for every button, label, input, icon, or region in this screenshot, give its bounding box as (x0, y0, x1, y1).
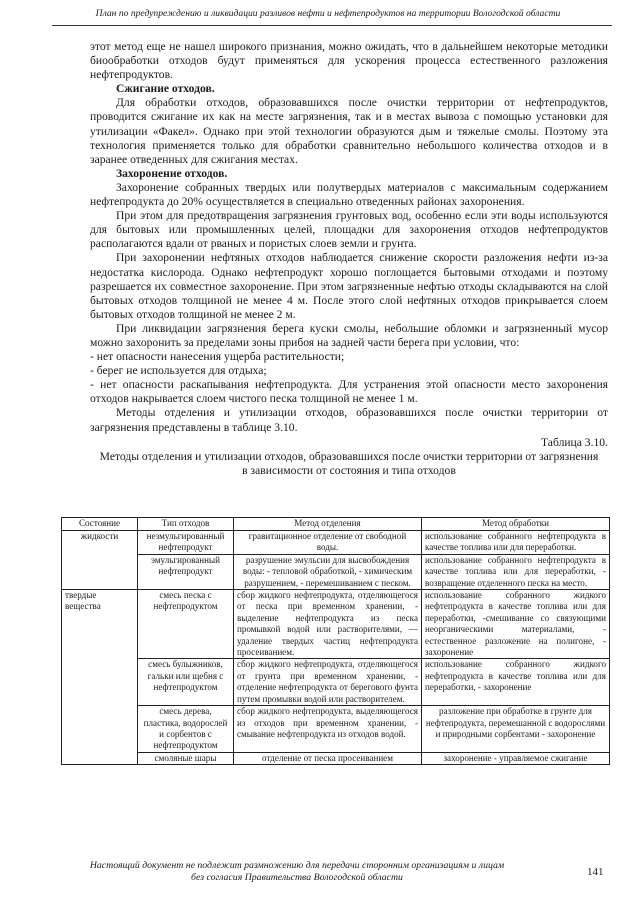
processing-method-cell: использование собранного нефтепродукта в качестве топлива или для переработки. (422, 531, 610, 555)
running-header: План по предупреждению и ликвидации разливов нефти и нефтепродуктов на территории Вологодской области (95, 8, 561, 19)
separation-method-cell: отделение от песка просеиванием (234, 752, 422, 764)
waste-type-cell: смесь дерева, пластика, водорослей и сорбентов с нефтепродуктом (138, 706, 234, 753)
table-number: Таблица 3.10. (541, 435, 608, 449)
state-cell: жидкости (62, 531, 138, 590)
footer-notice (62, 860, 532, 884)
paragraph: Для обработки отходов, образовавшихся после очистки территории от нефтепродуктов, проводится сжигание их как на месте загрязнения, так и в местах вывоза с помощью установки для утилизации «Факел». Однако при этой технологии образуются дым и тяжелые смолы. Поэтому эта технология применяется только для обработки сравнительно небольшого количества отходов и в заранее отведенных для сжигания местах. (90, 96, 608, 166)
separation-method-cell: гравитационное отделение от свободной воды. (234, 531, 422, 555)
paragraph: При захоронении нефтяных отходов наблюдается снижение скорости разложения нефти из-за недостатка кислорода. Однако нефтепродукт хорошо поглощается бытовыми отходами и поэтому разрешается их совместное захоронение. При этом загрязненные нефтью отходы складываются на слой бытовых отходов толщиной не менее 4 м. После этого слой нефтяных отходов прикрывается слоем бытовых отходов толщиной не менее 2 м. (90, 251, 608, 321)
waste-type-cell: смоляные шары (138, 752, 234, 764)
processing-method-cell: использование собранного жидкого нефтепродукта в качестве топлива или для переработки, -смешивание со связующими неорганическими материалами, - естественное разложение на полигоне, - захоронение (422, 590, 610, 659)
state-cell: твердые вещества (62, 590, 138, 765)
waste-type-cell: эмульгированный нефтепродукт (138, 554, 234, 589)
paragraph: этот метод еще не нашел широкого признания, можно ожидать, что в дальнейшем некоторые методики биообработки отходов будут применяться для ускорения процесса естественного разложения нефтепродуктов. (90, 40, 608, 82)
separation-method-cell: разрушение эмульсии для высвобождения воды: - тепловой обработкой, - химическим разрушением, - перемешиванием с песком. (234, 554, 422, 589)
table-row (62, 554, 610, 589)
list-item: - берег не используется для отдыха; (90, 364, 267, 378)
table-row (62, 752, 610, 764)
list-item: - нет опасности нанесения ущерба растительности; (90, 350, 345, 364)
waste-type-cell: смесь булыжников, гальки или щебня с нефтепродуктом (138, 659, 234, 706)
column-header: Метод обработки (422, 518, 610, 531)
processing-method-cell: разложение при обработке в грунте для нефтепродукта, перемешанной с водорослями и природными сорбентами - захоронение (422, 706, 610, 753)
section-heading-burning: Сжигание отходов. (116, 82, 215, 96)
paragraph: Захоронение собранных твердых или полутвердых материалов с максимальным содержанием нефтепродукта до 20% осуществляется в специально отведенных районах захоронения. (90, 180, 608, 209)
paragraph: При ликвидации загрязнения берега куски смолы, небольшие обломки и загрязненный мусор можно захоронить за пределами зоны прибоя на задней части берега при условии, что: (90, 321, 608, 349)
paragraph: При этом для предотвращения загрязнения грунтовых вод, особенно если эти воды используются для бытовых или промышленных целей, площадки для захоронения отходов нефтепродуктов располагаются вдали от рваных и пористых слоев земли и грунта. (90, 209, 608, 251)
column-header: Состояние (62, 518, 138, 531)
separation-method-cell: сбор жидкого нефтепродукта, отделяющегося от песка при временном хранении, - выделение нефтепродукта из песка промывкой водой или растворителями, — удаление твердых частиц нефтепродукта просеиванием. (234, 590, 422, 659)
table-title: Методы отделения и утилизации отходов, образовавшихся после очистки территории от загрязнения в зависимости от состояния и типа отходов (99, 449, 599, 477)
processing-method-cell: использование собранного жидкого нефтепродукта в качестве топлива или для переработки, - захоронение (422, 659, 610, 706)
footer-line: без согласия Правительства Вологодской области (191, 872, 403, 883)
table-row (62, 531, 610, 555)
processing-method-cell: захоронение - управляемое сжигание (422, 752, 610, 764)
header-divider (52, 25, 612, 26)
separation-method-cell: сбор жидкого нефтепродукта, выделяющегося из отходов при временном хранении, - смывание нефтепродукта из отходов водой. (234, 706, 422, 753)
table-row (62, 659, 610, 706)
paragraph: Методы отделения и утилизации отходов, образовавшихся после очистки территории от загрязнения представлены в таблице 3.10. (90, 406, 608, 434)
waste-type-cell: смесь песка с нефтепродуктом (138, 590, 234, 659)
body-text (90, 40, 608, 478)
processing-method-cell: использование собранного нефтепродукта в качестве топлива или для переработки, - возвращение отделенного песка на место. (422, 554, 610, 589)
waste-methods-table (61, 517, 610, 765)
section-heading-burial: Захоронение отходов. (116, 166, 228, 180)
column-header: Тип отходов (138, 518, 234, 531)
table-header-row (62, 518, 610, 531)
separation-method-cell: сбор жидкого нефтепродукта, отделяющегося от грунта при временном хранении, - отделение нефтепродукта от берегового фунта путем промывки водой или растворителем. (234, 659, 422, 706)
list-item: - нет опасности раскапывания нефтепродукта. Для устранения этой опасности место захоронения отходов накрывается слоем чистого песка толщиной не менее 1 м. (90, 378, 608, 406)
page-number: 141 (587, 866, 604, 878)
table-row (62, 706, 610, 753)
footer-line: Настоящий документ не подлежит размножению для передачи сторонним организациям и лицам (89, 860, 505, 871)
table-row (62, 590, 610, 659)
waste-type-cell: незмульгированный нефтепродукт (138, 531, 234, 555)
column-header: Метод отделения (234, 518, 422, 531)
